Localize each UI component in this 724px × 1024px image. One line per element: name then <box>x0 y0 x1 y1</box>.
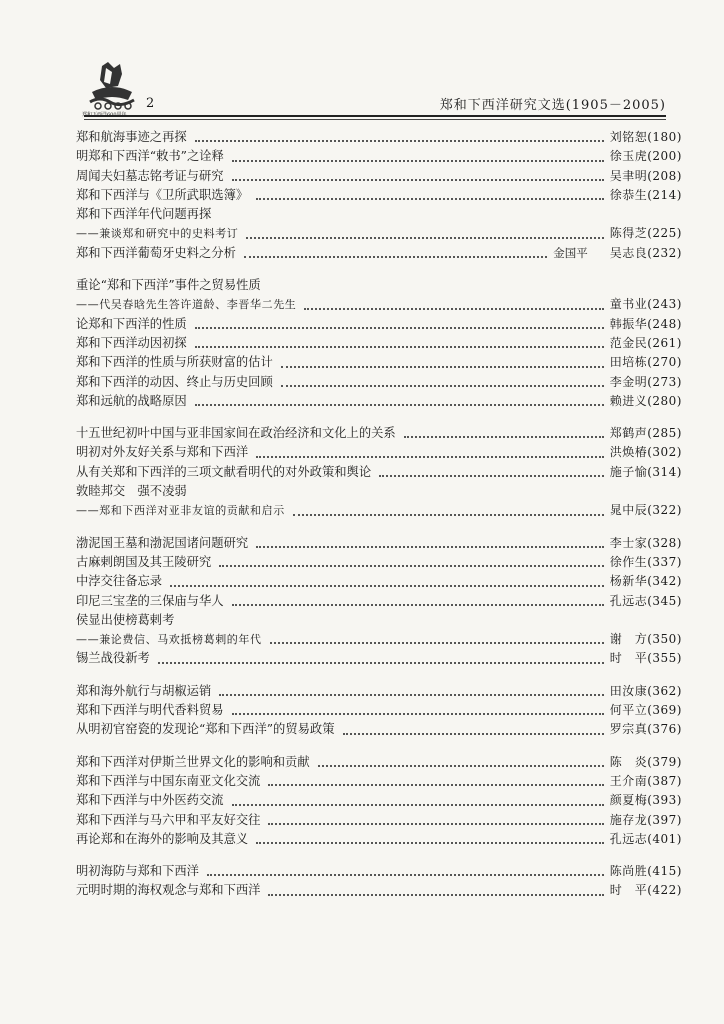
dot-leader <box>246 237 603 239</box>
toc-entry-author-page: 范金民(261) <box>609 335 682 350</box>
toc-entry-subtitle: ——兼论费信、马欢抵榜葛剌的年代 <box>76 633 262 647</box>
toc-entry-title: 从明初官窑瓷的发现论“郑和下西洋”的贸易政策 <box>76 722 335 737</box>
toc-entry-subtitle: ——兼谈郑和研究中的史料考订 <box>76 227 239 241</box>
toc-entry[interactable] <box>76 276 682 295</box>
dot-leader <box>232 604 604 606</box>
toc-entry-author-page: 刘铭恕(180) <box>609 130 682 144</box>
dot-leader <box>232 160 604 162</box>
toc-entry-author-page: 韩振华(248) <box>609 316 682 331</box>
toc-entry[interactable] <box>76 392 682 411</box>
toc-entry-title: 再论郑和在海外的影响及其意义 <box>76 831 249 846</box>
toc-entry[interactable] <box>76 630 682 649</box>
toc-entry-subtitle: ——郑和下西洋对亚非友谊的贡献和启示 <box>76 504 285 518</box>
dot-leader <box>232 713 604 715</box>
toc-entry-title: 郑和下西洋动因初探 <box>76 335 187 350</box>
dot-leader <box>379 475 604 477</box>
toc-entry[interactable] <box>76 463 682 482</box>
dot-leader <box>158 662 604 664</box>
toc-entry[interactable] <box>76 167 682 186</box>
toc-entry-title: 从有关郑和下西洋的三项文献看明代的对外政策和舆论 <box>76 464 372 479</box>
dot-leader <box>207 874 604 876</box>
toc-entry-author-page: 田培栋(270) <box>609 355 682 370</box>
toc-entry-author-page: 吴聿明(208) <box>609 168 682 183</box>
toc-entry-author-page: 谢 方(350) <box>609 632 682 647</box>
toc-entry[interactable] <box>76 128 682 147</box>
toc-entry-author-page: 孔远志(401) <box>609 831 682 846</box>
toc-entry-author-page: 徐作生(337) <box>609 554 682 569</box>
toc-entry-author-page: 施子愉(314) <box>609 464 682 479</box>
dot-leader <box>219 565 603 567</box>
toc-entry-author-page: 施存龙(397) <box>609 812 682 827</box>
toc-entry-title: 郑和下西洋葡萄牙史料之分析 <box>76 245 236 260</box>
toc-entry[interactable] <box>76 772 682 791</box>
toc-entry-title: 中浡交往备忘录 <box>76 574 163 589</box>
dot-leader <box>195 346 604 348</box>
toc-entry[interactable] <box>76 224 682 243</box>
toc-entry[interactable] <box>76 334 682 353</box>
toc-entry-title: 郑和下西洋与中国东南亚文化交流 <box>76 773 261 788</box>
dot-leader <box>268 784 603 786</box>
toc-entry-title: 郑和航海事迹之再探 <box>76 130 187 144</box>
toc-entry-title: 印尼三宝垄的三保庙与华人 <box>76 593 224 608</box>
dot-leader <box>293 514 604 516</box>
toc-entry[interactable] <box>76 830 682 849</box>
toc-entry-title: 十五世纪初叶中国与亚非国家间在政治经济和文化上的关系 <box>76 426 396 441</box>
toc-entry-title: 郑和下西洋年代问题再探 <box>76 207 212 222</box>
toc-entry-title: 郑和远航的战略原因 <box>76 393 187 408</box>
toc-entry-title: 郑和下西洋与马六甲和平友好交往 <box>76 812 261 827</box>
toc-entry[interactable] <box>76 682 682 701</box>
dot-leader <box>270 642 604 644</box>
toc-entry-title: 元明时期的海权观念与郑和下西洋 <box>76 883 261 898</box>
toc-entry[interactable] <box>76 791 682 810</box>
dot-leader <box>195 327 604 329</box>
dot-leader <box>219 694 603 696</box>
toc-entry-title: 郑和海外航行与胡椒运销 <box>76 683 212 698</box>
logo-caption: 郑和下西洋600周年 <box>82 112 127 118</box>
toc-entry[interactable] <box>76 534 682 553</box>
toc-entry-author-page: 徐玉虎(200) <box>609 149 682 164</box>
toc-entry-author-page: 陈得芝(225) <box>609 226 682 241</box>
toc-entry-title: 郑和下西洋对伊斯兰世界文化的影响和贡献 <box>76 754 310 769</box>
dot-leader <box>232 179 604 181</box>
toc-entry-title: 论郑和下西洋的性质 <box>76 316 187 331</box>
toc-entry[interactable] <box>76 424 682 443</box>
toc-entry-title: 郑和下西洋与中外医药交流 <box>76 793 224 808</box>
toc-entry[interactable] <box>76 720 682 739</box>
table-of-contents <box>76 128 682 901</box>
toc-entry[interactable] <box>76 373 682 392</box>
toc-entry-author-page: 田汝康(362) <box>609 683 682 698</box>
toc-entry-title: 郑和下西洋与明代香料贸易 <box>76 703 224 718</box>
toc-entry-author-page: 晁中辰(322) <box>609 503 682 518</box>
toc-entry-author-page: 罗宗真(376) <box>609 722 682 737</box>
toc-entry-author-page: 王介南(387) <box>609 773 682 788</box>
toc-entry-author-page: 何平立(369) <box>609 703 682 718</box>
toc-entry[interactable] <box>76 881 682 900</box>
toc-entry[interactable] <box>76 611 682 630</box>
toc-entry-title: 周闻夫妇墓志铭考证与研究 <box>76 168 224 183</box>
toc-entry-title: 渤泥国王墓和渤泥国诸问题研究 <box>76 535 249 550</box>
toc-entry-subtitle: ——代吴春晗先生答许道龄、李晋华二先生 <box>76 298 297 312</box>
toc-entry[interactable] <box>76 862 682 881</box>
toc-entry-title: 古麻剌朗国及其王陵研究 <box>76 554 212 569</box>
toc-entry-author-page: 陈 炎(379) <box>609 754 682 769</box>
toc-entry-author-page: 洪焕椿(302) <box>609 445 682 460</box>
dot-leader <box>195 140 604 142</box>
toc-entry[interactable] <box>76 482 682 501</box>
page-header <box>0 0 724 130</box>
dot-leader <box>256 842 604 844</box>
toc-entry-title: 明郑和下西洋“敕书”之诠释 <box>76 149 224 164</box>
book-title: 郑和下西洋研究文选(1905－2005) <box>439 98 666 113</box>
toc-entry[interactable] <box>76 147 682 166</box>
dot-leader <box>268 823 603 825</box>
toc-entry[interactable] <box>76 501 682 520</box>
toc-entry[interactable] <box>76 295 682 314</box>
toc-entry-author-page: 杨新华(342) <box>609 574 682 589</box>
section-gap <box>76 740 682 753</box>
toc-entry-author-page: 李士家(328) <box>609 535 682 550</box>
toc-entry[interactable] <box>76 592 682 611</box>
toc-entry-author-page: 郑鹤声(285) <box>609 426 682 441</box>
dot-leader <box>343 733 604 735</box>
toc-entry[interactable] <box>76 649 682 668</box>
toc-entry-author-page: 陈尚胜(415) <box>609 864 682 879</box>
dot-leader <box>318 765 604 767</box>
dot-leader <box>268 894 603 896</box>
section-gap <box>76 521 682 534</box>
toc-entry[interactable] <box>76 753 682 772</box>
toc-entry-author-page: 时 平(422) <box>609 883 682 898</box>
section-gap <box>76 849 682 862</box>
toc-entry-title: 郑和下西洋的性质与所获财富的估计 <box>76 355 273 370</box>
dot-leader <box>404 436 604 438</box>
section-gap <box>76 263 682 276</box>
toc-entry-author-page: 时 平(355) <box>609 651 682 666</box>
anniversary-logo <box>84 60 140 120</box>
dot-leader <box>232 804 604 806</box>
header-rule <box>84 115 666 117</box>
dot-leader <box>170 585 604 587</box>
toc-entry[interactable] <box>76 701 682 720</box>
toc-entry[interactable] <box>76 186 682 205</box>
dot-leader <box>281 366 604 368</box>
toc-entry[interactable] <box>76 353 682 372</box>
toc-entry-author-page: 吴志良(232) <box>609 245 682 260</box>
dot-leader <box>195 404 604 406</box>
toc-entry-title: 锡兰战役新考 <box>76 651 150 666</box>
toc-entry[interactable] <box>76 205 682 224</box>
toc-entry[interactable] <box>76 811 682 830</box>
page-number: 2 <box>146 96 155 111</box>
toc-entry-author-page: 孔远志(345) <box>609 593 682 608</box>
toc-entry-coauthor: 金国平 <box>553 245 588 260</box>
toc-entry[interactable] <box>76 315 682 334</box>
toc-entry-author-page: 李金明(273) <box>609 374 682 389</box>
toc-entry-title: 明初对外友好关系与郑和下西洋 <box>76 445 249 460</box>
toc-entry[interactable] <box>76 572 682 591</box>
toc-entry-title: 郑和下西洋的动因、终止与历史回顾 <box>76 374 273 389</box>
toc-entry[interactable] <box>76 553 682 572</box>
toc-entry-author-page: 童书业(243) <box>609 297 682 312</box>
dot-leader <box>244 256 547 258</box>
section-gap <box>76 411 682 424</box>
toc-entry[interactable] <box>76 244 682 263</box>
toc-entry-author-page: 赖进义(280) <box>609 393 682 408</box>
dot-leader <box>304 308 603 310</box>
toc-entry-title: 明初海防与郑和下西洋 <box>76 864 199 879</box>
dot-leader <box>256 546 604 548</box>
toc-entry-title: 敦睦邦交 强不凌弱 <box>76 484 187 499</box>
toc-entry-author-page: 颜夏梅(393) <box>609 793 682 808</box>
toc-entry-title: 重论“郑和下西洋”事件之贸易性质 <box>76 278 261 293</box>
dot-leader <box>256 198 604 200</box>
section-gap <box>76 669 682 682</box>
toc-entry[interactable] <box>76 443 682 462</box>
toc-entry-title: 郑和下西洋与《卫所武职选簿》 <box>76 187 249 202</box>
dot-leader <box>256 456 604 458</box>
header-rule-thin <box>84 119 666 120</box>
dot-leader <box>281 385 604 387</box>
toc-entry-author-page: 徐恭生(214) <box>609 187 682 202</box>
toc-entry-title: 侯显出使榜葛剌考 <box>76 612 175 627</box>
